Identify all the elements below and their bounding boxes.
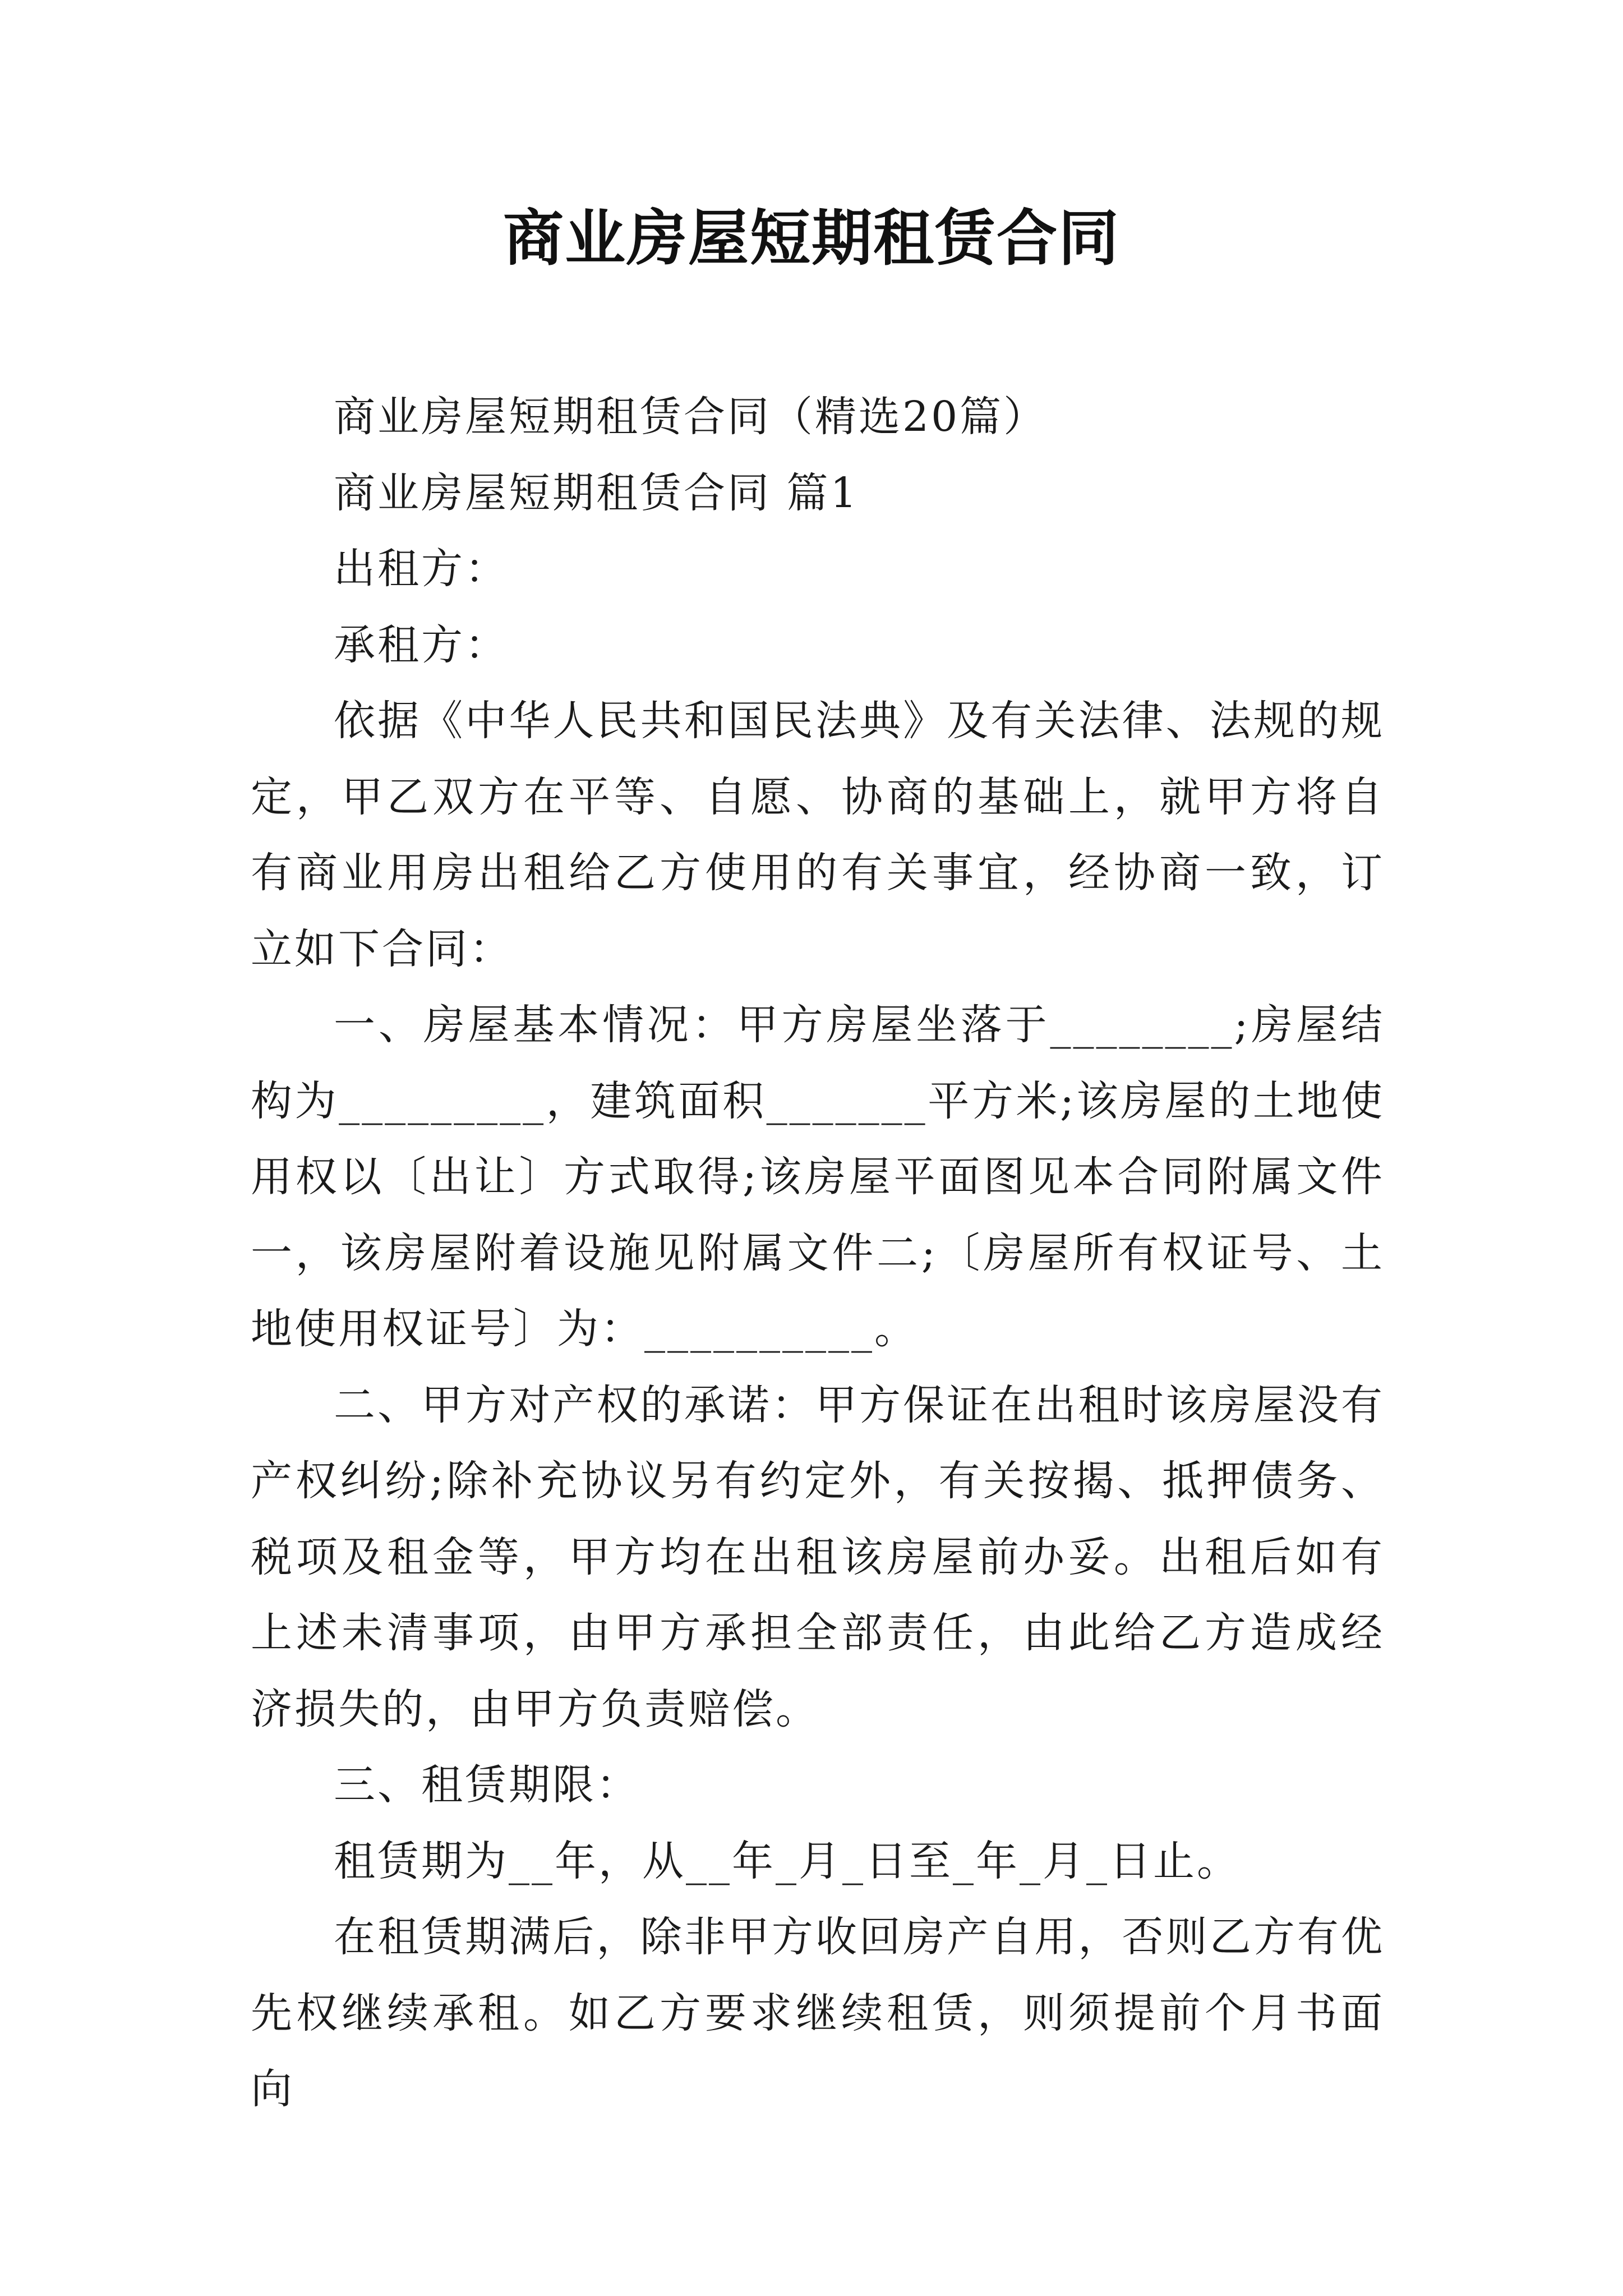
paragraph-clause-1: 一、房屋基本情况：甲方房屋坐落于________;房屋结构为_________，建筑面积_______平方米;该房屋的土地使用权以〔出让〕方式取得;该房屋平面图见本合同附属文件一，该房屋附着设施见附属文件二;〔房屋所有权证号、土地使用权证号〕为：__________。 (251, 1001, 1385, 1353)
paragraph-renewal: 在租赁期满后，除非甲方收回房产自用，否则乙方有优先权继续承租。如乙方要求继续租赁，则须提前个月书面向 (251, 1913, 1385, 2113)
paragraph-lessee: 承租方： (334, 620, 509, 669)
paragraph-preamble: 依据《中华人民共和国民法典》及有关法律、法规的规定，甲乙双方在平等、自愿、协商的基础上，就甲方将自有商业用房出租给乙方使用的有关事宜，经协商一致，订立如下合同： (251, 697, 1385, 973)
paragraph-lease-term: 租赁期为__年，从__年_月_日至_年_月_日止。 (334, 1837, 1241, 1885)
document-body (251, 379, 1385, 2128)
paragraph-clause-2: 二、甲方对产权的承诺：甲方保证在出租时该房屋没有产权纠纷;除补充协议另有约定外，有关按揭、抵押债务、税项及租金等，甲方均在出租该房屋前办妥。出租后如有上述未清事项，由甲方承担全部责任，由此给乙方造成经济损失的，由甲方负责赔偿。 (251, 1381, 1385, 1733)
paragraph-clause-3-heading: 三、租赁期限： (334, 1761, 640, 1809)
document-title: 商业房屋短期租赁合同 (502, 203, 1120, 274)
paragraph-collection-title: 商业房屋短期租赁合同（精选20篇） (334, 393, 1048, 441)
paragraph-section-heading: 商业房屋短期租赁合同 篇1 (334, 468, 859, 517)
paragraph-lessor: 出租方： (334, 545, 509, 593)
